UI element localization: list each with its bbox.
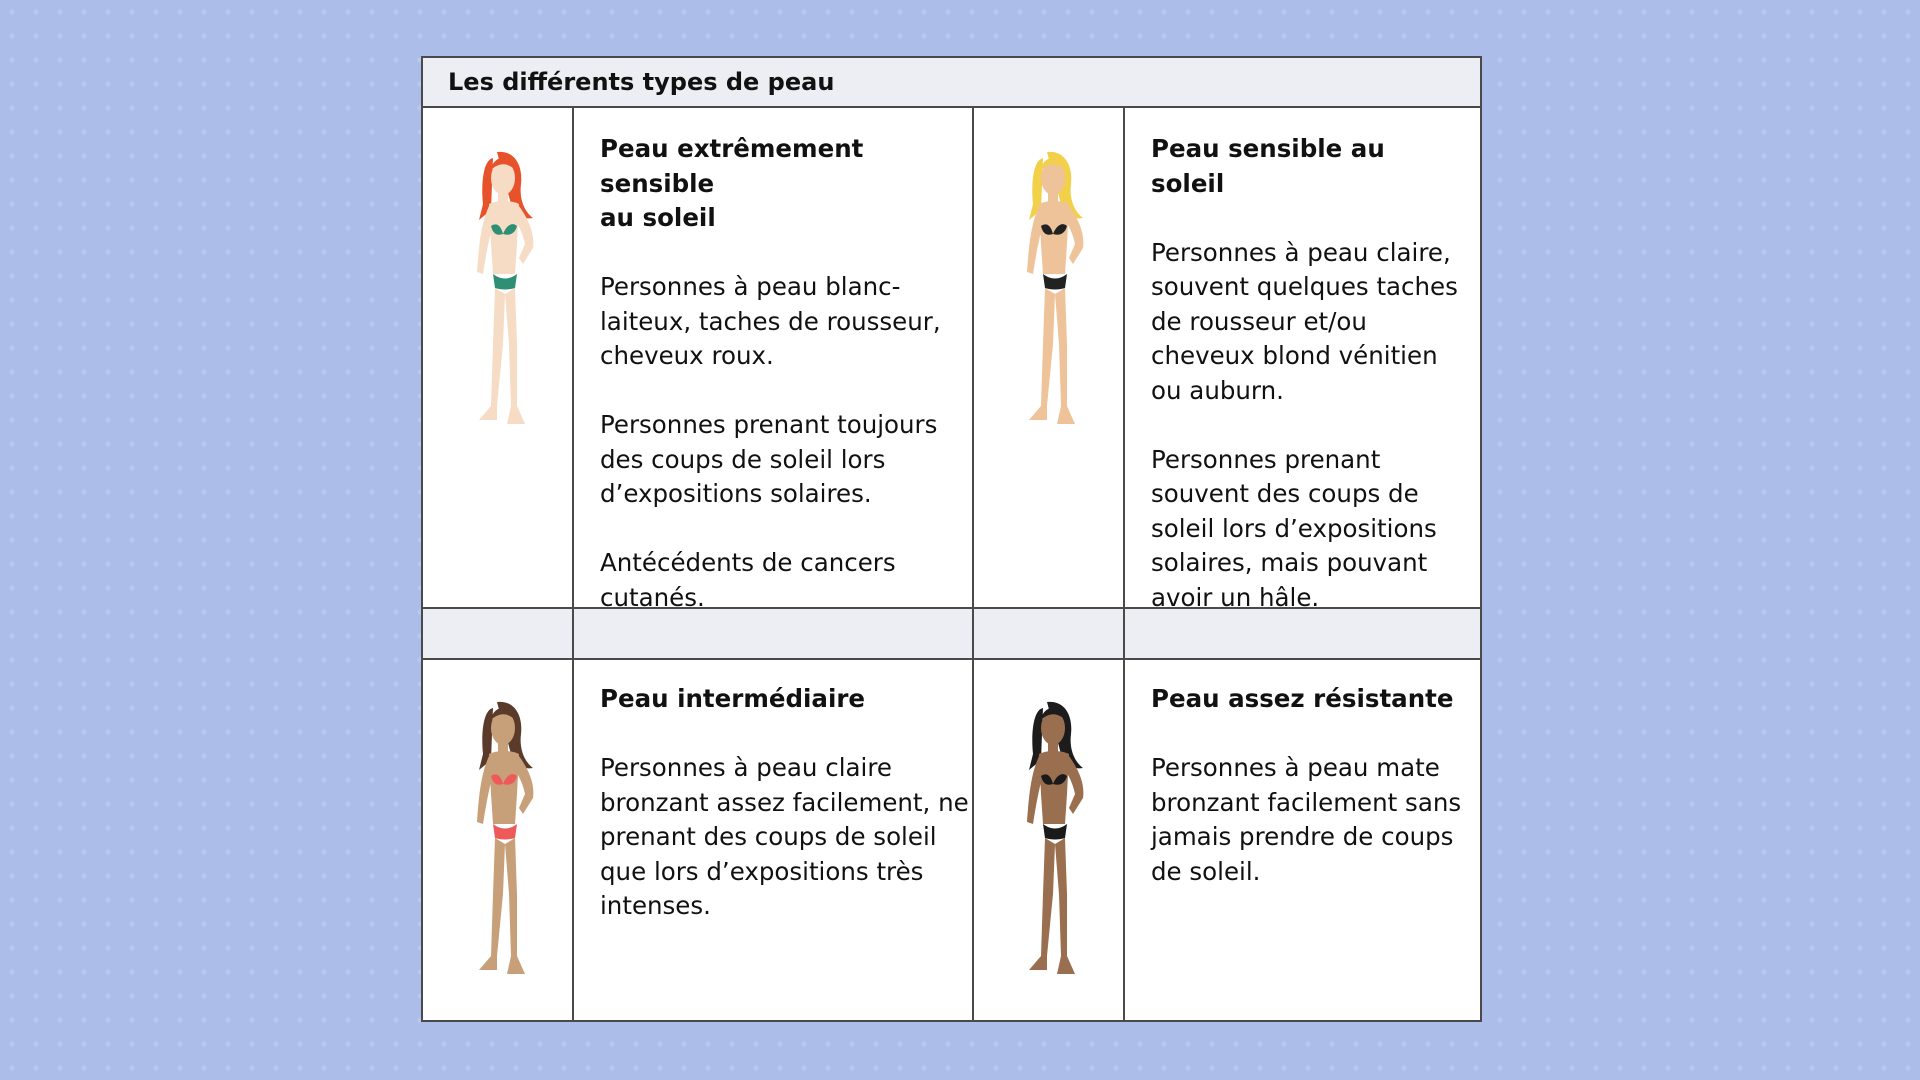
woman-brown-hair-red-bikini-icon [453, 694, 553, 994]
woman-red-hair-green-bikini-icon [453, 144, 553, 444]
cell-title [600, 132, 970, 236]
cell-title: Peau intermédiaire [600, 684, 866, 713]
cell-paragraph: Personnes à peau claire bronzant assez facilement, ne prenant des coups de soleil que lors d’expositions très intenses. [600, 753, 969, 920]
spacer-row [423, 609, 1480, 658]
table-header [423, 58, 1480, 108]
woman-black-hair-black-bikini-icon [1003, 694, 1103, 994]
cell-paragraph: Personnes prenant souvent des coups de soleil lors d’expositions solaires, mais pouvant avoir un hâle. [1151, 444, 1437, 612]
cell-paragraph: Personnes à peau claire, souvent quelques taches de rousseur et/ou cheveux blond vénitien ou auburn. [1151, 237, 1458, 405]
cell-title: Peau assez résistante [1151, 684, 1454, 713]
column-divider [1123, 106, 1125, 1022]
column-divider [972, 609, 974, 658]
cell-title-line-2: au soleil [600, 203, 716, 232]
column-divider [972, 106, 974, 1022]
cell-paragraph: Antécédents de cancers cutanés. [600, 548, 896, 612]
column-divider [572, 106, 574, 1022]
skin-type-cell-2 [1151, 132, 1466, 615]
column-divider [1123, 609, 1125, 658]
table-title: Les différents types de peau [448, 68, 835, 96]
cell-paragraph: Personnes à peau blanc-laiteux, taches de rousseur, cheveux roux. [600, 272, 941, 370]
woman-blonde-hair-black-bikini-icon [1003, 144, 1103, 444]
skin-types-table [421, 56, 1482, 1022]
skin-type-cell-3 [600, 682, 970, 924]
cell-paragraph: Personnes à peau mate bronzant facilement sans jamais prendre de coups de soleil. [1151, 753, 1462, 886]
column-divider [572, 609, 574, 658]
skin-type-cell-4 [1151, 682, 1466, 889]
cell-title: Peau sensible au soleil [1151, 134, 1385, 198]
skin-type-cell-1 [600, 132, 970, 615]
cell-title-line-1: Peau extrêmement sensible [600, 134, 864, 198]
row-divider [423, 658, 1480, 660]
cell-paragraph: Personnes prenant toujours des coups de soleil lors d’expositions solaires. [600, 410, 938, 508]
